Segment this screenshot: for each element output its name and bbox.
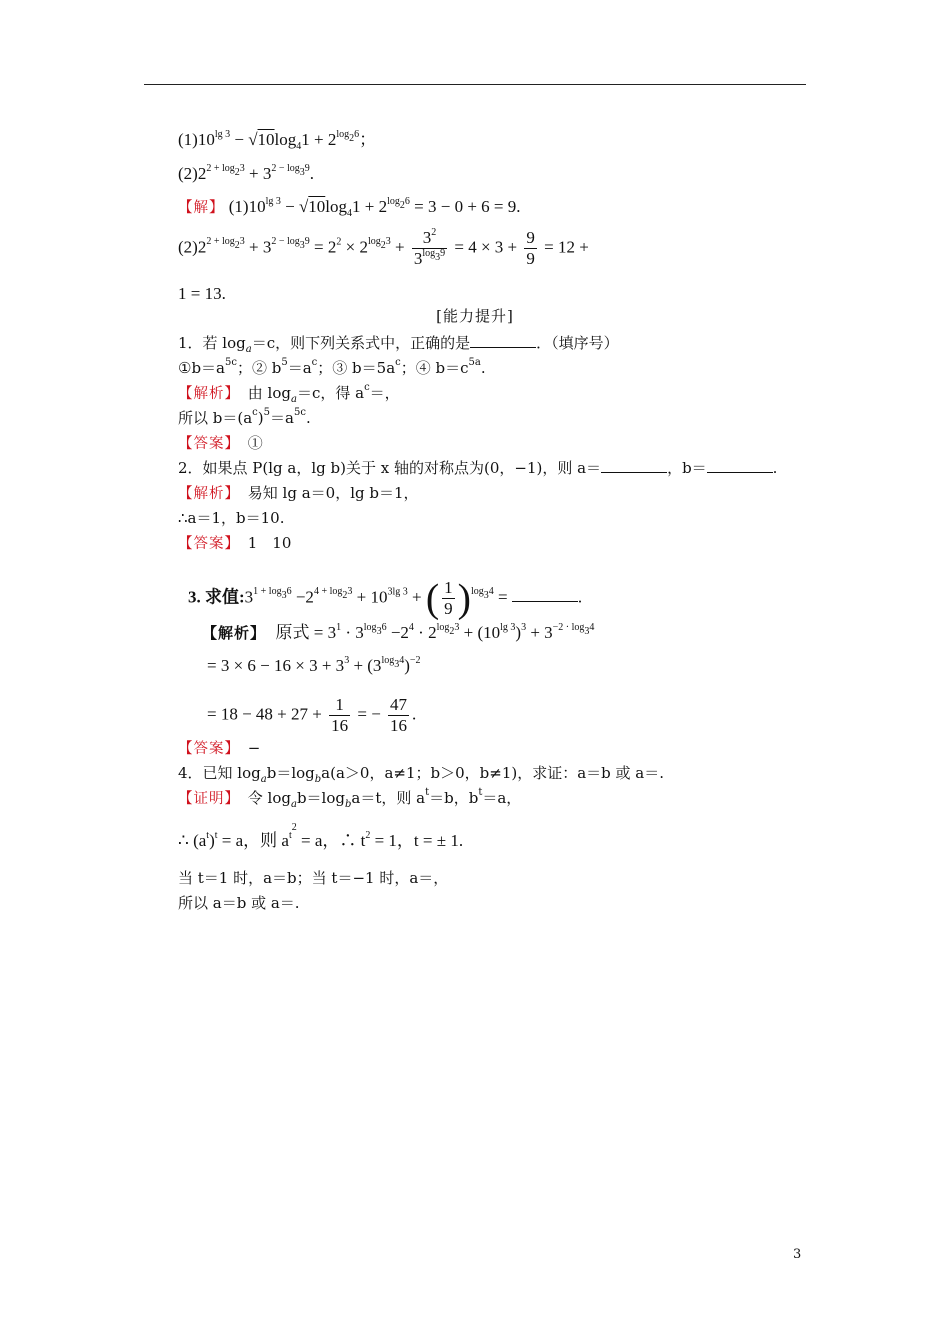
solution-1: 【解】 $(1)10^{lg 3} - √10\log_41 + 2^{log_26} = 3 - 0 + 6 = 9$.: [178, 196, 521, 219]
question-4-proof-3: 当 t＝1 时，a＝b；当 t＝−1 时，a＝，: [178, 869, 449, 887]
question-2: 2．如果点 P(lg a，lg b)关于 x 轴的对称点为(0，−1)，则 a＝ ，b＝ .: [178, 459, 778, 477]
question-3: 3. 求值$:3^{1 + log_36} -2^{4 + log_23} + 10^{3lg 3}$ + ( $\frac{1}{9}$ )$^{log_34}$ = .: [188, 575, 583, 621]
question-4: 4．已知 $\log_ab=\log_ba(a>0$，a≠1；b＞0，b≠1)，求证：a＝b 或 a＝.: [178, 764, 665, 785]
question-3-line-2: = $3 \times 6 - 16 \times 3 + 3^3 + (3^{log_34})^{-2}$: [207, 655, 421, 675]
solution-tag: 【解】: [178, 200, 225, 216]
question-4-proof-4: 所以 a＝b 或 a＝.: [178, 894, 300, 912]
question-1-analysis-2: 所以 $b=(a^c)^5=a^{5c}$.: [178, 407, 311, 427]
solution-2-cont: 1 = 13.: [178, 284, 226, 303]
question-4-proof-2: ∴ $(a^t)^t = a$，则 $a^{t^2} = a$，∴ $t^2 = 1$，t = ± 1.: [178, 822, 464, 850]
problem-1: $(1)10^{lg 3} - √10\log_41 + 2^{log_26}$；: [178, 129, 377, 152]
question-2-analysis: 【解析】 易知 lg a＝0，lg b＝1，: [178, 484, 419, 502]
question-1-analysis: 【解析】 由 $\log_a=c$，得 $a^c=$，: [178, 382, 400, 405]
question-3-answer: 【答案】 −: [178, 739, 261, 757]
question-3-analysis: 【解析】 原式 = $3^1 \cdot 3^{log_36} -2^4 \cdot 2^{log_23} + (10^{lg 3})^3 + 3^{-2 \cdot log_34}$: [202, 622, 595, 642]
question-1-answer: 【答案】 ①: [178, 434, 263, 452]
section-title: [能力提升]: [436, 307, 514, 325]
header-rule: [144, 84, 806, 85]
problem-2: $(2)2^{2 + log_23} + 3^{2 - log_39}$.: [178, 163, 315, 183]
question-1-options: $①b=a^{5c}$；② $b^5=a^c$；③ $b=5a^c$；④ $b=c^{5a}$.: [178, 357, 486, 377]
question-4-proof: 【证明】 令 $\log_ab=\log_ba=t$，则 $a^t=b$，$b^t=a$，: [178, 787, 522, 810]
question-2-analysis-2: ∴a＝1，b＝10.: [178, 509, 285, 527]
question-2-answer: 【答案】 1 10: [178, 534, 292, 552]
solution-2: $(2)2^{2 + log_23} + 3^{2 - log_39} = 2^2 \times 2^{log_23}$ + $\frac{3^2}{3^{log_39}}$ = 4 × 3 + $\frac{9}{9}$ = 12 +: [178, 227, 589, 268]
question-3-line-3: = 18 − 48 + 27 + $\frac{1}{16}$ = − $\frac{47}{16}$ .: [207, 695, 417, 735]
page-number: 3: [793, 1247, 802, 1262]
question-1: 1．若 $\log_a=c$，则下列关系式中，正确的是 ．（填序号）: [178, 334, 619, 355]
